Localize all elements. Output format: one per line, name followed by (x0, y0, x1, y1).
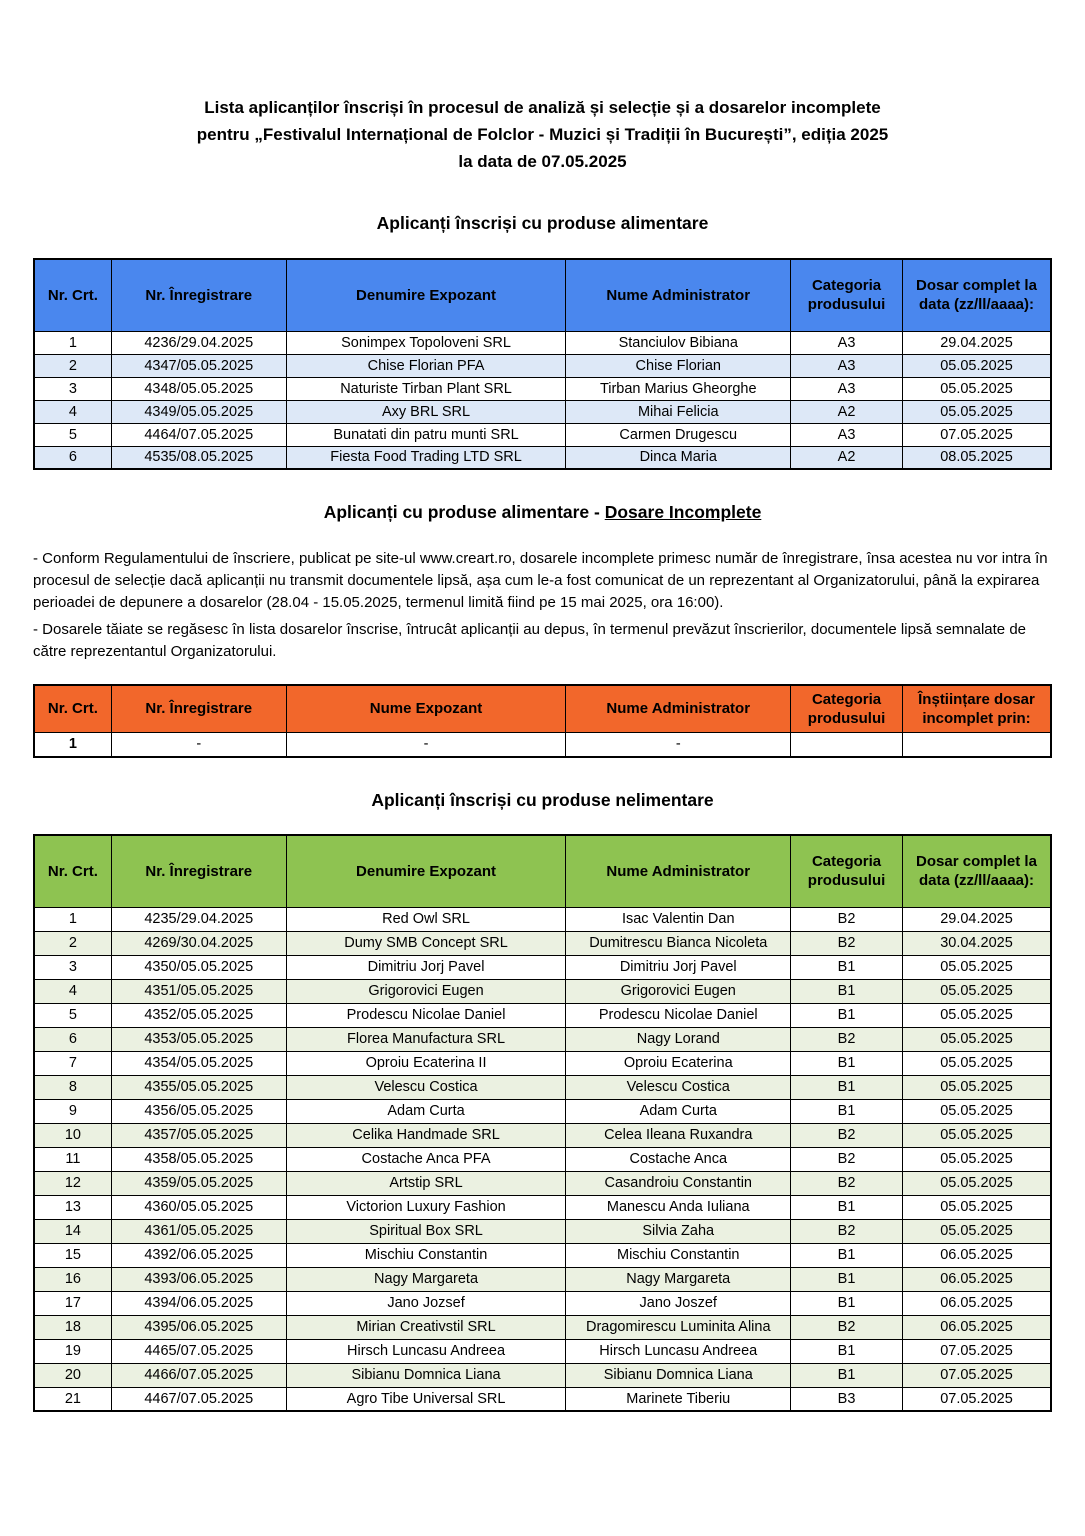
table-cell: B2 (791, 931, 903, 955)
table-row (34, 1123, 1051, 1147)
table-cell: Mischiu Constantin (286, 1243, 566, 1267)
table-cell: Stanciulov Bibiana (566, 331, 791, 354)
table-cell: 21 (34, 1387, 111, 1411)
incomplete-notes (33, 548, 1052, 663)
food-table-header-row (34, 259, 1051, 331)
column-header: Dosar complet la data (zz/ll/aaaa): (902, 259, 1051, 331)
column-header: Nr. Crt. (34, 259, 111, 331)
section-heading-incomplete-underlined: Dosare Incomplete (604, 502, 762, 522)
table-cell: A3 (791, 354, 903, 377)
table-cell: Fiesta Food Trading LTD SRL (286, 446, 566, 469)
table-row (34, 1267, 1051, 1291)
table-cell: B2 (791, 1027, 903, 1051)
table-cell (902, 732, 1051, 757)
table-cell: 2 (34, 931, 111, 955)
table-cell: 4236/29.04.2025 (111, 331, 286, 354)
table-cell: Chise Florian (566, 354, 791, 377)
table-cell: A2 (791, 400, 903, 423)
table-cell: 4354/05.05.2025 (111, 1051, 286, 1075)
table-row (34, 377, 1051, 400)
table-cell: 4466/07.05.2025 (111, 1363, 286, 1387)
table-cell: 4361/05.05.2025 (111, 1219, 286, 1243)
table-cell: 4 (34, 400, 111, 423)
table-row (34, 1027, 1051, 1051)
table-cell: - (566, 732, 791, 757)
column-header: Nr. Înregistrare (111, 685, 286, 732)
table-cell: A3 (791, 423, 903, 446)
table-cell: Costache Anca (566, 1147, 791, 1171)
column-header: Nume Expozant (286, 685, 566, 732)
section-heading-food: Aplicanți înscriși cu produse alimentare (376, 213, 709, 233)
document-title-line-1: Lista aplicanților înscriși în procesul de analiză și selecție și a dosarelor incomplete (204, 98, 881, 117)
table-cell: 05.05.2025 (902, 1027, 1051, 1051)
table-row (34, 1195, 1051, 1219)
table-cell: 05.05.2025 (902, 1075, 1051, 1099)
column-header: Categoria produsului (791, 685, 903, 732)
table-cell: Artstip SRL (286, 1171, 566, 1195)
table-cell: 4392/06.05.2025 (111, 1243, 286, 1267)
table-cell: 4395/06.05.2025 (111, 1315, 286, 1339)
table-cell: Manescu Anda Iuliana (566, 1195, 791, 1219)
table-cell: 4350/05.05.2025 (111, 955, 286, 979)
column-header: Denumire Expozant (286, 259, 566, 331)
table-row (34, 1171, 1051, 1195)
table-cell: 5 (34, 423, 111, 446)
table-cell: B1 (791, 1363, 903, 1387)
table-cell: 05.05.2025 (902, 955, 1051, 979)
nonfood-applicants-table (33, 834, 1052, 1412)
column-header: Nr. Crt. (34, 685, 111, 732)
table-cell: Sibianu Domnica Liana (286, 1363, 566, 1387)
table-row (34, 1291, 1051, 1315)
table-cell: 05.05.2025 (902, 1147, 1051, 1171)
table-cell: A3 (791, 331, 903, 354)
table-cell: 06.05.2025 (902, 1243, 1051, 1267)
table-cell: 05.05.2025 (902, 377, 1051, 400)
section-heading-incomplete-prefix: Aplicanți cu produse alimentare - (323, 502, 605, 522)
table-cell: 4465/07.05.2025 (111, 1339, 286, 1363)
table-cell: 4351/05.05.2025 (111, 979, 286, 1003)
table-row (34, 1147, 1051, 1171)
table-cell: 4535/08.05.2025 (111, 446, 286, 469)
table-cell: 4393/06.05.2025 (111, 1267, 286, 1291)
table-cell: 4353/05.05.2025 (111, 1027, 286, 1051)
table-cell: A3 (791, 377, 903, 400)
table-cell: Sonimpex Topoloveni SRL (286, 331, 566, 354)
incomplete-table-header-row (34, 685, 1051, 732)
table-cell: Dimitriu Jorj Pavel (286, 955, 566, 979)
table-cell: 4360/05.05.2025 (111, 1195, 286, 1219)
table-cell: 05.05.2025 (902, 1099, 1051, 1123)
table-row (34, 955, 1051, 979)
table-cell: 07.05.2025 (902, 1387, 1051, 1411)
table-cell: 6 (34, 1027, 111, 1051)
table-row (34, 1099, 1051, 1123)
column-header: Dosar complet la data (zz/ll/aaaa): (902, 835, 1051, 907)
table-cell: Chise Florian PFA (286, 354, 566, 377)
table-cell: 4357/05.05.2025 (111, 1123, 286, 1147)
document-title (33, 94, 1052, 175)
incomplete-dossiers-table (33, 684, 1052, 758)
table-row (34, 907, 1051, 931)
column-header: Categoria produsului (791, 259, 903, 331)
table-cell: Adam Curta (286, 1099, 566, 1123)
table-row (34, 400, 1051, 423)
table-cell: B2 (791, 907, 903, 931)
table-cell: B2 (791, 1171, 903, 1195)
table-cell: Mischiu Constantin (566, 1243, 791, 1267)
table-cell: Oproiu Ecaterina (566, 1051, 791, 1075)
table-cell: B1 (791, 1051, 903, 1075)
table-cell: B1 (791, 1243, 903, 1267)
table-row (34, 1339, 1051, 1363)
table-row (34, 931, 1051, 955)
table-cell: Celika Handmade SRL (286, 1123, 566, 1147)
table-cell: 10 (34, 1123, 111, 1147)
table-row (34, 423, 1051, 446)
table-cell: Tirban Marius Gheorghe (566, 377, 791, 400)
table-cell: 4356/05.05.2025 (111, 1099, 286, 1123)
table-cell: 19 (34, 1339, 111, 1363)
table-cell: 11 (34, 1147, 111, 1171)
table-cell: 3 (34, 377, 111, 400)
table-row (34, 1003, 1051, 1027)
table-cell: B1 (791, 979, 903, 1003)
table-cell: 5 (34, 1003, 111, 1027)
table-row (34, 979, 1051, 1003)
table-cell (791, 732, 903, 757)
table-cell: 20 (34, 1363, 111, 1387)
table-cell: B1 (791, 1003, 903, 1027)
table-cell: 3 (34, 955, 111, 979)
table-cell: 8 (34, 1075, 111, 1099)
table-row (34, 1243, 1051, 1267)
table-cell: B2 (791, 1315, 903, 1339)
table-cell: Silvia Zaha (566, 1219, 791, 1243)
table-cell: Bunatati din patru munti SRL (286, 423, 566, 446)
table-cell: 15 (34, 1243, 111, 1267)
table-cell: 12 (34, 1171, 111, 1195)
table-cell: Grigorovici Eugen (566, 979, 791, 1003)
table-cell: 4235/29.04.2025 (111, 907, 286, 931)
table-row (34, 732, 1051, 757)
table-cell: 7 (34, 1051, 111, 1075)
table-cell: Dragomirescu Luminita Alina (566, 1315, 791, 1339)
table-cell: 05.05.2025 (902, 354, 1051, 377)
column-header: Nume Administrator (566, 685, 791, 732)
incomplete-note-1: - Conform Regulamentului de înscriere, publicat pe site-ul www.creart.ro, dosarele incomplete primesc număr de înregistrare, însa acestea nu vor intra în procesul de selecție dacă aplicanții nu transmit documentele lipsă, așa cum le-a fost comunicat de un reprezentant al Organizatorului, până la expirarea perioadei de depunere a dosarelor (28.04 - 15.05.2025, termenul limită fiind pe 15 mai 2025, ora 16:00). (33, 550, 1048, 611)
table-cell: Mihai Felicia (566, 400, 791, 423)
table-cell: 4352/05.05.2025 (111, 1003, 286, 1027)
table-cell: Marinete Tiberiu (566, 1387, 791, 1411)
table-cell: 05.05.2025 (902, 400, 1051, 423)
incomplete-note-2: - Dosarele tăiate se regăsesc în lista dosarelor înscrise, întrucât aplicanții au depus, în termenul prevăzut înscrierilor, documentele lipsă semnalate de către reprezentantul Organizatorului. (33, 621, 1027, 660)
table-cell: B2 (791, 1123, 903, 1147)
table-row (34, 1075, 1051, 1099)
table-cell: 05.05.2025 (902, 1219, 1051, 1243)
table-row (34, 1051, 1051, 1075)
table-cell: 4348/05.05.2025 (111, 377, 286, 400)
table-cell: 4 (34, 979, 111, 1003)
table-cell: Oproiu Ecaterina II (286, 1051, 566, 1075)
table-cell: 07.05.2025 (902, 1363, 1051, 1387)
table-cell: Adam Curta (566, 1099, 791, 1123)
table-cell: Sibianu Domnica Liana (566, 1363, 791, 1387)
column-header: Înștiințare dosar incomplet prin: (902, 685, 1051, 732)
section-heading-nonfood: Aplicanți înscriși cu produse nelimentare (371, 790, 714, 810)
table-cell: Hirsch Luncasu Andreea (286, 1339, 566, 1363)
table-cell: 06.05.2025 (902, 1315, 1051, 1339)
table-cell: B2 (791, 1219, 903, 1243)
table-cell: Naturiste Tirban Plant SRL (286, 377, 566, 400)
table-cell: Grigorovici Eugen (286, 979, 566, 1003)
table-cell: Dumy SMB Concept SRL (286, 931, 566, 955)
table-cell: B3 (791, 1387, 903, 1411)
table-cell: 05.05.2025 (902, 1171, 1051, 1195)
table-cell: 05.05.2025 (902, 1195, 1051, 1219)
table-cell: 07.05.2025 (902, 423, 1051, 446)
table-row (34, 331, 1051, 354)
table-cell: 14 (34, 1219, 111, 1243)
table-cell: Red Owl SRL (286, 907, 566, 931)
table-cell: B1 (791, 1339, 903, 1363)
table-cell: 29.04.2025 (902, 907, 1051, 931)
column-header: Nr. Crt. (34, 835, 111, 907)
table-cell: A2 (791, 446, 903, 469)
table-row (34, 446, 1051, 469)
table-cell: 4349/05.05.2025 (111, 400, 286, 423)
table-cell: 4359/05.05.2025 (111, 1171, 286, 1195)
table-cell: 4269/30.04.2025 (111, 931, 286, 955)
table-cell: 1 (34, 732, 111, 757)
table-cell: B1 (791, 1099, 903, 1123)
table-cell: Jano Joszef (566, 1291, 791, 1315)
table-cell: - (286, 732, 566, 757)
table-cell: 4347/05.05.2025 (111, 354, 286, 377)
table-cell: 4394/06.05.2025 (111, 1291, 286, 1315)
table-cell: B2 (791, 1147, 903, 1171)
table-cell: B1 (791, 1267, 903, 1291)
table-cell: Velescu Costica (286, 1075, 566, 1099)
table-cell: B1 (791, 1195, 903, 1219)
table-cell: 05.05.2025 (902, 1123, 1051, 1147)
table-cell: B1 (791, 955, 903, 979)
table-cell: 4358/05.05.2025 (111, 1147, 286, 1171)
table-cell: Agro Tibe Universal SRL (286, 1387, 566, 1411)
table-cell: Velescu Costica (566, 1075, 791, 1099)
table-cell: 2 (34, 354, 111, 377)
table-row (34, 1315, 1051, 1339)
column-header: Nr. Înregistrare (111, 835, 286, 907)
table-row (34, 1219, 1051, 1243)
table-cell: Isac Valentin Dan (566, 907, 791, 931)
table-cell: 06.05.2025 (902, 1291, 1051, 1315)
table-cell: Jano Jozsef (286, 1291, 566, 1315)
table-cell: 18 (34, 1315, 111, 1339)
food-applicants-table (33, 258, 1052, 470)
table-cell: 29.04.2025 (902, 331, 1051, 354)
table-cell: Nagy Margareta (566, 1267, 791, 1291)
section-heading-incomplete (33, 501, 1052, 523)
table-row (34, 354, 1051, 377)
table-cell: Dumitrescu Bianca Nicoleta (566, 931, 791, 955)
table-cell: Nagy Margareta (286, 1267, 566, 1291)
table-cell: Celea Ileana Ruxandra (566, 1123, 791, 1147)
table-cell: Victorion Luxury Fashion (286, 1195, 566, 1219)
table-cell: Dimitriu Jorj Pavel (566, 955, 791, 979)
table-cell: 05.05.2025 (902, 1003, 1051, 1027)
table-cell: B1 (791, 1075, 903, 1099)
column-header: Nr. Înregistrare (111, 259, 286, 331)
table-cell: Hirsch Luncasu Andreea (566, 1339, 791, 1363)
table-cell: 17 (34, 1291, 111, 1315)
table-cell: Mirian Creativstil SRL (286, 1315, 566, 1339)
table-cell: 30.04.2025 (902, 931, 1051, 955)
table-cell: 4467/07.05.2025 (111, 1387, 286, 1411)
table-cell: 1 (34, 331, 111, 354)
table-cell: Nagy Lorand (566, 1027, 791, 1051)
table-cell: 9 (34, 1099, 111, 1123)
table-cell: - (111, 732, 286, 757)
table-cell: Axy BRL SRL (286, 400, 566, 423)
table-cell: 06.05.2025 (902, 1267, 1051, 1291)
table-cell: B1 (791, 1291, 903, 1315)
document-title-line-2: pentru „Festivalul Internațional de Folclor - Muzici și Tradiții în București”, ediția 2025 (196, 125, 889, 144)
column-header: Nume Administrator (566, 259, 791, 331)
table-cell: Florea Manufactura SRL (286, 1027, 566, 1051)
table-cell: 1 (34, 907, 111, 931)
nonfood-table-header-row (34, 835, 1051, 907)
table-cell: 6 (34, 446, 111, 469)
table-cell: 13 (34, 1195, 111, 1219)
table-cell: Costache Anca PFA (286, 1147, 566, 1171)
table-row (34, 1387, 1051, 1411)
table-cell: Dinca Maria (566, 446, 791, 469)
table-cell: 4355/05.05.2025 (111, 1075, 286, 1099)
table-cell: 05.05.2025 (902, 1051, 1051, 1075)
table-cell: 16 (34, 1267, 111, 1291)
table-cell: 05.05.2025 (902, 979, 1051, 1003)
table-cell: Casandroiu Constantin (566, 1171, 791, 1195)
table-row (34, 1363, 1051, 1387)
column-header: Categoria produsului (791, 835, 903, 907)
document-title-line-3: la data de 07.05.2025 (458, 152, 627, 171)
table-cell: 4464/07.05.2025 (111, 423, 286, 446)
table-cell: Carmen Drugescu (566, 423, 791, 446)
table-cell: Prodescu Nicolae Daniel (566, 1003, 791, 1027)
table-cell: Prodescu Nicolae Daniel (286, 1003, 566, 1027)
column-header: Nume Administrator (566, 835, 791, 907)
table-cell: Spiritual Box SRL (286, 1219, 566, 1243)
table-cell: 08.05.2025 (902, 446, 1051, 469)
table-cell: 07.05.2025 (902, 1339, 1051, 1363)
column-header: Denumire Expozant (286, 835, 566, 907)
